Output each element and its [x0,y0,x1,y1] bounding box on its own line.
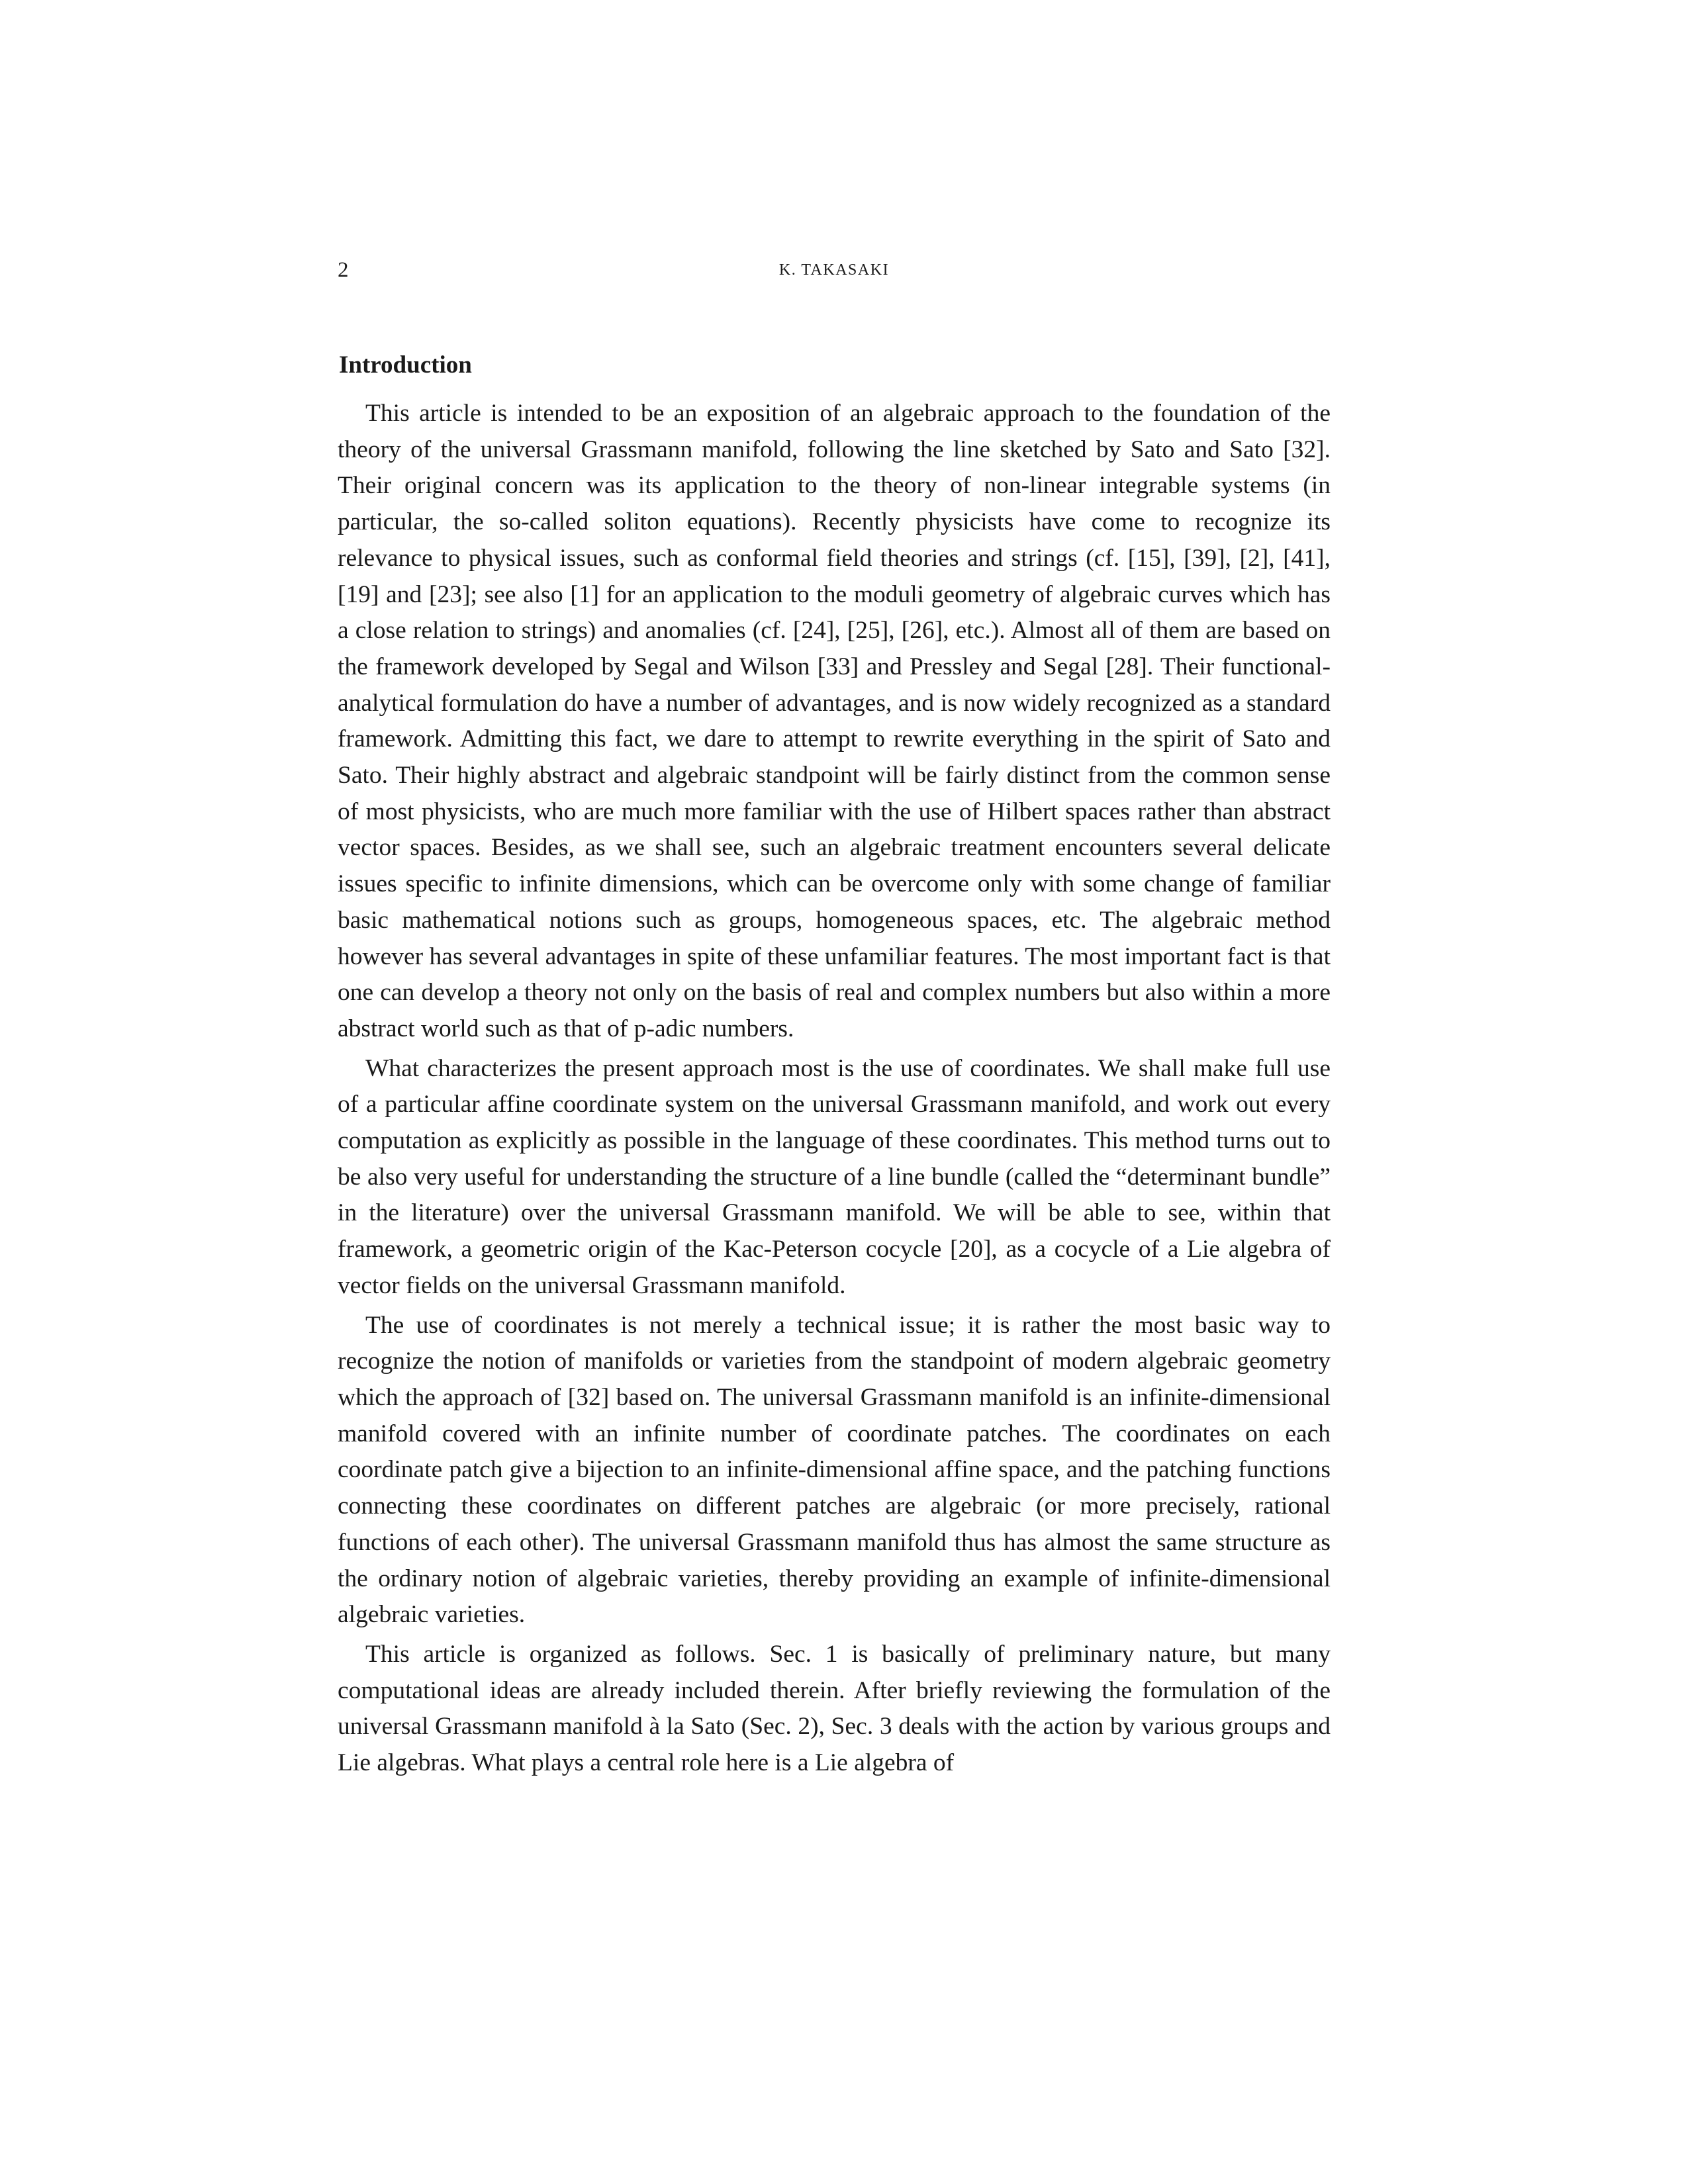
paragraph-3: The use of coordinates is not merely a technical issue; it is rather the most basic way to recognize the notion of manifolds or varieties from the standpoint of modern algebraic geometry which the approach of [32] based on. The universal Grassmann manifold is an infinite-dimensional manifold covered with an infinite number of coordinate patches. The coordinates on each coordinate patch give a bijection to an infinite-dimensional affine space, and the patching functions connecting these coordinates on different patches are algebraic (or more precisely, rational functions of each other). The universal Grassmann manifold thus has almost the same structure as the ordinary notion of algebraic varieties, thereby providing an example of infinite-dimensional algebraic varieties. [338,1311,1331,1629]
paragraph-1: This article is intended to be an exposition of an algebraic approach to the foundation of the theory of the universal Grassmann manifold, following the line sketched by Sato and Sato [32]. Their original concern was its application to the theory of non-linear integrable systems (in particular, the so-called soliton equations). Recently physicists have come to recognize its relevance to physical issues, such as conformal field theories and strings (cf. [15], [39], [2], [41], [19] and [23]; see also [1] for an application to the moduli geometry of algebraic curves which has a close relation to strings) and anomalies (cf. [24], [25], [26], etc.). Almost all of them are based on the framework developed by Segal and Wilson [33] and Pressley and Segal [28]. Their functional-analytical formulation do have a number of advantages, and is now widely recognized as a standard framework. Admitting this fact, we dare to attempt to rewrite everything in the spirit of Sato and Sato. Their highly abstract and algebraic standpoint will be fairly distinct from the common sense of most physicists, who are much more familiar with the use of Hilbert spaces rather than abstract vector spaces. Besides, as we shall see, such an algebraic treatment encounters several delicate issues specific to infinite dimensions, which can be overcome only with some change of familiar basic mathematical notions such as groups, homogeneous spaces, etc. The algebraic method however has several advantages in spite of these unfamiliar features. The most important fact is that one can develop a theory not only on the basis of real and complex numbers but also within a more abstract world such as that of p-adic numbers. [338,400,1331,1042]
paragraph-4: This article is organized as follows. Sec. 1 is basically of preliminary nature, but many computational ideas are already included therein. After briefly reviewing the formulation of the universal Grassmann manifold à la Sato (Sec. 2), Sec. 3 deals with the action by various groups and Lie algebras. What plays a central role here is a Lie algebra of [338,1640,1331,1777]
page-number: 2 [338,258,349,282]
running-head: K. TAKASAKI [778,261,890,279]
paragraph-2: What characterizes the present approach most is the use of coordinates. We shall make full use of a particular affine coordinate system on the universal Grassmann manifold, and work out every computation as explicitly as possible in the language of these coordinates. This method turns out to be also very useful for understanding the structure of a line bundle (called the “determinant bundle” in the literature) over the universal Grassmann manifold. We will be able to see, within that framework, a geometric origin of the Kac-Peterson cocycle [20], as a cocycle of a Lie algebra of vector fields on the universal Grassmann manifold. [338,1054,1331,1299]
section-heading: Introduction [339,351,472,379]
page-header [338,253,1331,287]
body-text [338,396,1331,1782]
